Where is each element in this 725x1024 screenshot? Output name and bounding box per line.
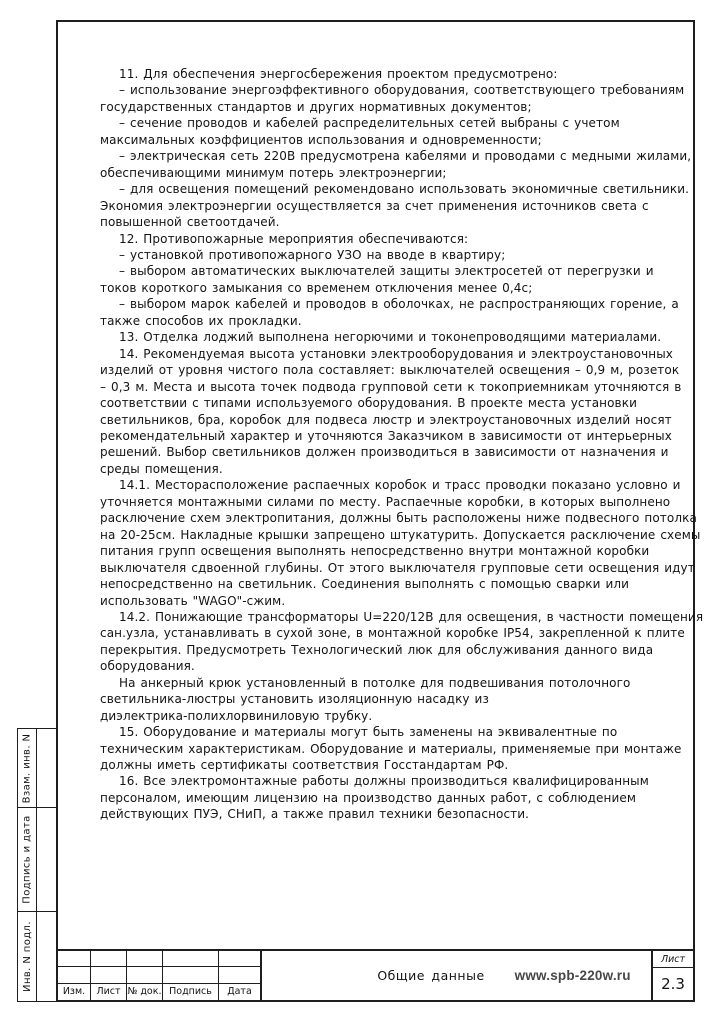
revision-col-izm: Изм. bbox=[58, 984, 91, 1000]
stamp-label-box bbox=[18, 729, 37, 807]
text-line: светильников, бра, коробок для подвеса люстр и электроустановочных изделий носят bbox=[100, 412, 672, 427]
text-line: должны иметь сертификаты соответствия Госстандартам РФ. bbox=[100, 758, 509, 773]
stamp-label: Подпись и дата bbox=[21, 815, 33, 904]
stamp-cell-inv bbox=[18, 912, 56, 1001]
sheet-cell bbox=[651, 951, 693, 1000]
text-line: повышенной светоотдачей. bbox=[100, 215, 280, 230]
spec-text bbox=[100, 66, 704, 823]
text-line: питания групп освещения выполнять непосредственно внутри монтажной коробки bbox=[100, 544, 650, 559]
text-line: расключение схем электропитания, должны быть расположены ниже подвесного потолка bbox=[100, 511, 697, 526]
text-line: выключателя сдвоенной глубины. От этого выключателя групповые сети освещения идут bbox=[100, 560, 695, 575]
text-line: на 20-25см. Накладные крышки запрещено штукатурить. Допускается расключение схемы bbox=[100, 527, 701, 542]
text-line: оборудования. bbox=[100, 659, 195, 674]
revision-col-podpis: Подпись bbox=[163, 984, 219, 1000]
text-line: – электрическая сеть 220В предусмотрена кабелями и проводами с медными жилами, bbox=[119, 149, 692, 164]
revision-cell bbox=[163, 967, 219, 983]
sheet-label: Лист bbox=[653, 951, 693, 968]
text-line: 12. Противопожарные мероприятия обеспечиваются: bbox=[119, 231, 469, 246]
revision-cell bbox=[163, 951, 219, 967]
revision-cell bbox=[127, 951, 163, 967]
text-line: соответствии с типами используемого оборудования. В проекте места установки bbox=[100, 396, 637, 411]
stamp-blank bbox=[37, 912, 56, 1001]
text-line: перекрытия. Предусмотреть Технологический люк для обслуживания данного вида bbox=[100, 642, 654, 657]
stamp-blank bbox=[37, 808, 56, 911]
text-line: светильника-люстры установить изоляционную насадку из bbox=[100, 692, 489, 707]
text-line: 15. Оборудование и материалы могут быть заменены на эквивалентные по bbox=[119, 725, 618, 740]
text-line: 16. Все электромонтажные работы должны производиться квалифицированным bbox=[119, 774, 649, 789]
text-line: – 0,3 м. Места и высота точек подвода групповой сети к токоприемникам уточняются в bbox=[100, 379, 682, 394]
text-line: – выбором автоматических выключателей защиты электросетей от перегрузки и bbox=[119, 264, 654, 279]
text-line: техническим характеристикам. Оборудование и материалы, применяемые при монтаже bbox=[100, 741, 682, 756]
text-line: токов короткого замыкания со временем отключения менее 0,4с; bbox=[100, 280, 533, 295]
title-block bbox=[58, 949, 693, 1000]
text-line: Экономия электроэнергии осуществляется за счет применения источников света с bbox=[100, 198, 649, 213]
text-line: также способов их прокладки. bbox=[100, 313, 302, 328]
text-line: – использование энергоэффективного оборудования, соответствующего требованиям bbox=[119, 83, 685, 98]
revision-table bbox=[58, 951, 262, 1000]
text-line: решений. Выбор светильников должен производиться в зависимости от назначения и bbox=[100, 445, 669, 460]
stamp-blank bbox=[37, 729, 56, 807]
text-line: рекомендательный характер и уточняются Заказчиком в зависимости от интерьерных bbox=[100, 428, 672, 443]
revision-cell bbox=[58, 967, 91, 983]
revision-cell bbox=[219, 951, 260, 967]
text-line: обеспечивающими минимум потерь электроэнергии; bbox=[100, 165, 447, 180]
revision-cell bbox=[91, 951, 127, 967]
stamp-label: Инв. N подл. bbox=[21, 921, 33, 992]
stamp-cell-podpis bbox=[18, 808, 56, 912]
text-line: сан.узла, устанавливать в сухой зоне, в монтажной коробке IP54, закрепленной к плите bbox=[100, 626, 685, 641]
revision-cell bbox=[127, 967, 163, 983]
text-line: 14.2. Понижающие трансформаторы U=220/12В для освещения, в частности помещения bbox=[119, 609, 704, 624]
text-line: уточняется монтажными силами по месту. Распаечные коробки, в которых выполнено bbox=[100, 494, 671, 509]
sheet-number: 2.3 bbox=[661, 975, 685, 993]
stamp-label: Взам. инв. N bbox=[21, 733, 33, 803]
text-line: 13. Отделка лоджий выполнена негорючими и токонепроводящими материалами. bbox=[119, 330, 662, 345]
text-line: – сечение проводов и кабелей распределительных сетей выбраны с учетом bbox=[119, 116, 620, 131]
revision-cell bbox=[91, 967, 127, 983]
text-line: изделий от уровня чистого пола составляет: выключателей освещения – 0,9 м, розеток bbox=[100, 363, 680, 378]
text-line: – для освещения помещений рекомендовано использовать экономичные светильники. bbox=[119, 182, 690, 197]
text-line: действующих ПУЭ, СНиП, а также правил техники безопасности. bbox=[100, 807, 530, 822]
document-title: Общие данные bbox=[377, 968, 485, 983]
text-line: среды помещения. bbox=[100, 461, 223, 476]
text-line: 14.1. Месторасположение распаечных коробок и трасс проводки показано условно и bbox=[119, 478, 681, 493]
text-line: 11. Для обеспечения энергосбережения проектом предусмотрено: bbox=[119, 67, 558, 81]
text-line: 14. Рекомендуемая высота установки электрооборудования и электроустановочных bbox=[119, 346, 674, 361]
text-line: использовать "WAGO"-сжим. bbox=[100, 593, 286, 608]
stamp-label-box bbox=[18, 912, 37, 1001]
revision-col-data: Дата bbox=[227, 986, 252, 998]
title-cell bbox=[262, 951, 651, 1000]
text-line: – выбором марок кабелей и проводов в оболочках, не распространяющих горение, а bbox=[119, 297, 679, 312]
revision-cell bbox=[219, 967, 260, 983]
stamp-cell-vzam bbox=[18, 729, 56, 808]
text-line: государственных стандартов и других нормативных документов; bbox=[100, 99, 532, 114]
text-line: непосредственно на светильник. Соединения выполнять с помощью сварки или bbox=[100, 577, 630, 592]
text-line: персоналом, имеющим лицензию на производство данных работ, с соблюдением bbox=[100, 790, 637, 805]
text-line: – установкой противопожарного УЗО на вводе в квартиру; bbox=[119, 247, 506, 262]
revision-col-list: Лист bbox=[91, 984, 127, 1000]
text-line: диэлектрика-полихлорвиниловую трубку. bbox=[100, 708, 373, 723]
text-line: максимальных коэффициентов использования и одновременности; bbox=[100, 132, 542, 147]
revision-cell bbox=[58, 951, 91, 967]
text-line: На анкерный крюк установленный в потолке для подвешивания потолочного bbox=[119, 675, 631, 690]
margin-stamp-column bbox=[17, 728, 57, 1002]
revision-col-doc: № док. bbox=[127, 984, 163, 1000]
website-text: www.spb-220w.ru bbox=[514, 968, 631, 983]
stamp-label-box bbox=[18, 808, 37, 911]
